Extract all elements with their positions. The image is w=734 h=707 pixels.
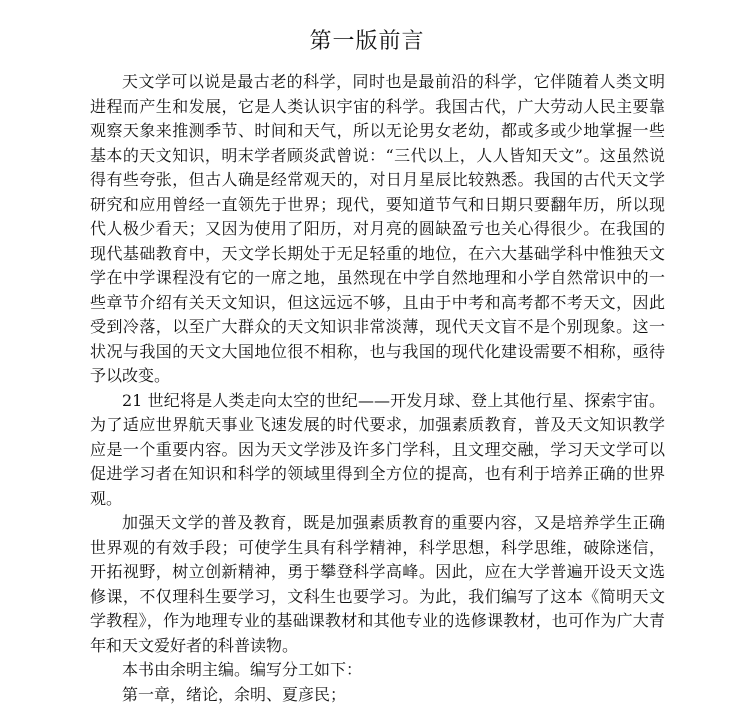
page-title: 第一版前言 (0, 27, 734, 57)
paragraph-4: 本书由余明主编。编写分工如下： (90, 658, 665, 683)
paragraph-5: 第一章，绪论，余明、夏彦民； (90, 683, 665, 707)
paragraph-2: 21 世纪将是人类走向太空的世纪——开发月球、登上其他行星、探索宇宙。为了适应世界航天事业飞速发展的时代要求，加强素质教育，普及天文知识教学应是一个重要内容。因为天文学涉及许多门学科，且文理交融，学习天文学可以促进学习者在知识和科学的领域里得到全方位的提高，也有利于培养正确的世界观。 (90, 389, 665, 512)
paragraph-3: 加强天文学的普及教育，既是加强素质教育的重要内容，又是培养学生正确世界观的有效手段；可使学生具有科学精神，科学思想，科学思维，破除迷信，开拓视野，树立创新精神，勇于攀登科学高峰。因此，应在大学普遍开设天文选修课，不仅理科生要学习，文科生也要学习。为此，我们编写了这本《简明天文学教程》，作为地理专业的基础课教材和其他专业的选修课教材，也可作为广大青年和天文爱好者的科普读物。 (90, 511, 665, 658)
preface-body (90, 70, 665, 707)
paragraph-1: 天文学可以说是最古老的科学，同时也是最前沿的科学，它伴随着人类文明进程而产生和发展，它是人类认识宇宙的科学。我国古代，广大劳动人民主要靠观察天象来推测季节、时间和天气，所以无论男女老幼，都或多或少地掌握一些基本的天文知识，明末学者顾炎武曾说：“三代以上，人人皆知天文”。这虽然说得有些夸张，但古人确是经常观天的，对日月星辰比较熟悉。我国的古代天文学研究和应用曾经一直领先于世界；现代，要知道节气和日期只要翻年历，所以现代人极少看天；又因为使用了阳历，对月亮的圆缺盈亏也关心得很少。在我国的现代基础教育中，天文学长期处于无足轻重的地位，在六大基础学科中惟独天文学在中学课程没有它的一席之地，虽然现在中学自然地理和小学自然常识中的一些章节介绍有关天文知识，但这远远不够，且由于中考和高考都不考天文，因此受到冷落，以至广大群众的天文知识非常淡薄，现代天文盲不是个别现象。这一状况与我国的天文大国地位很不相称，也与我国的现代化建设需要不相称，亟待予以改变。 (90, 70, 665, 389)
